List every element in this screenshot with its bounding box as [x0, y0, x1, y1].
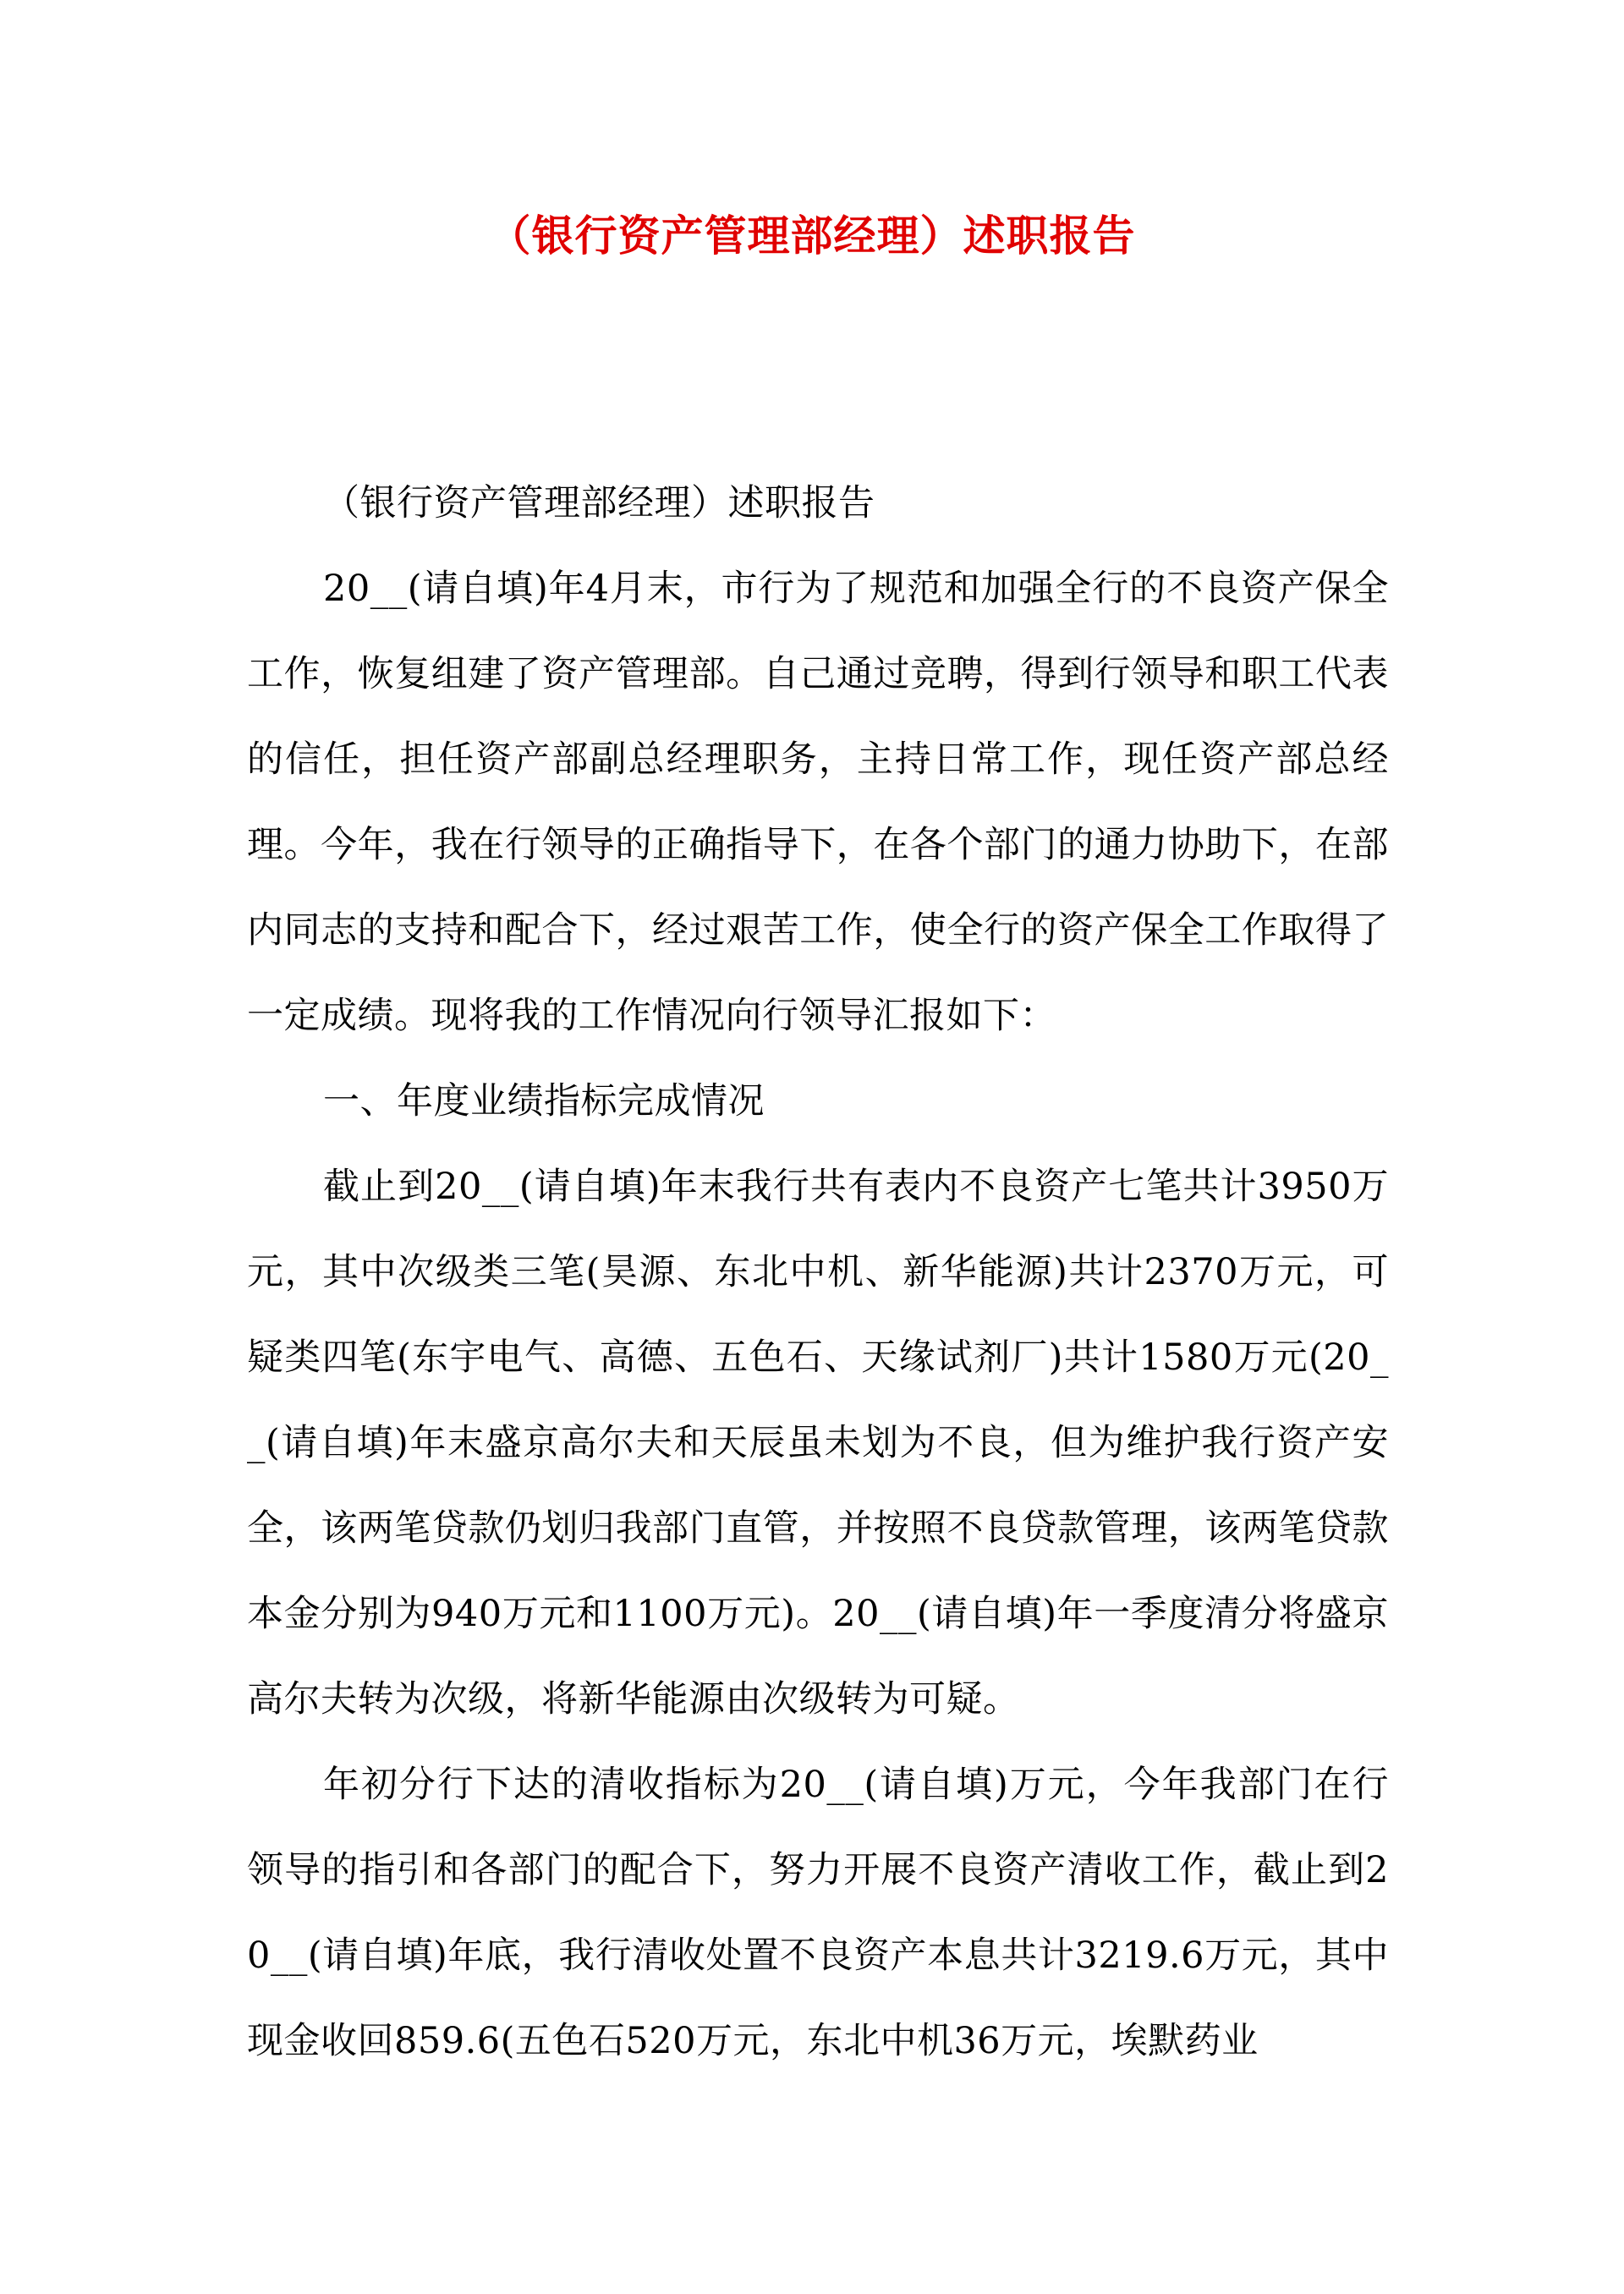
document-body [247, 461, 1389, 2084]
subtitle-paragraph: （银行资产管理部经理）述职报告 [323, 482, 875, 524]
intro-paragraph: 20__(请自填)年4月末，市行为了规范和加强全行的不良资产保全工作，恢复组建了资产管理部。自己通过竞聘，得到行领导和职工代表的信任，担任资产部副总经理职务，主持日常工作，现任资产部总经理。今年，我在行领导的正确指导下，在各个部门的通力协助下，在部内同志的支持和配合下，经过艰苦工作，使全行的资产保全工作取得了一定成绩。现将我的工作情况向行领导汇报如下： [247, 568, 1389, 1037]
assets-paragraph: 截止到20__(请自填)年末我行共有表内不良资产七笔共计3950万元，其中次级类三笔(昊源、东北中机、新华能源)共计2370万元，可疑类四笔(东宇电气、高德、五色石、天缘试剂厂)共计1580万元(20__(请自填)年末盛京高尔夫和天辰虽未划为不良，但为维护我行资产安全，该两笔贷款仍划归我部门直管，并按照不良贷款管理，该两笔贷款本金分别为940万元和1100万元)。20__(请自填)年一季度清分将盛京高尔夫转为次级，将新华能源由次级转为可疑。 [247, 1166, 1389, 1720]
document-title: （银行资产管理部经理）述职报告 [488, 211, 1136, 261]
recovery-paragraph: 年初分行下达的清收指标为20__(请自填)万元，今年我部门在行领导的指引和各部门的配合下，努力开展不良资产清收工作，截止到20__(请自填)年底，我行清收处置不良资产本息共计3219.6万元，其中现金收回859.6(五色石520万元，东北中机36万元，埃默药业 [247, 1764, 1389, 2062]
section-heading: 一、年度业绩指标完成情况 [323, 1080, 765, 1122]
